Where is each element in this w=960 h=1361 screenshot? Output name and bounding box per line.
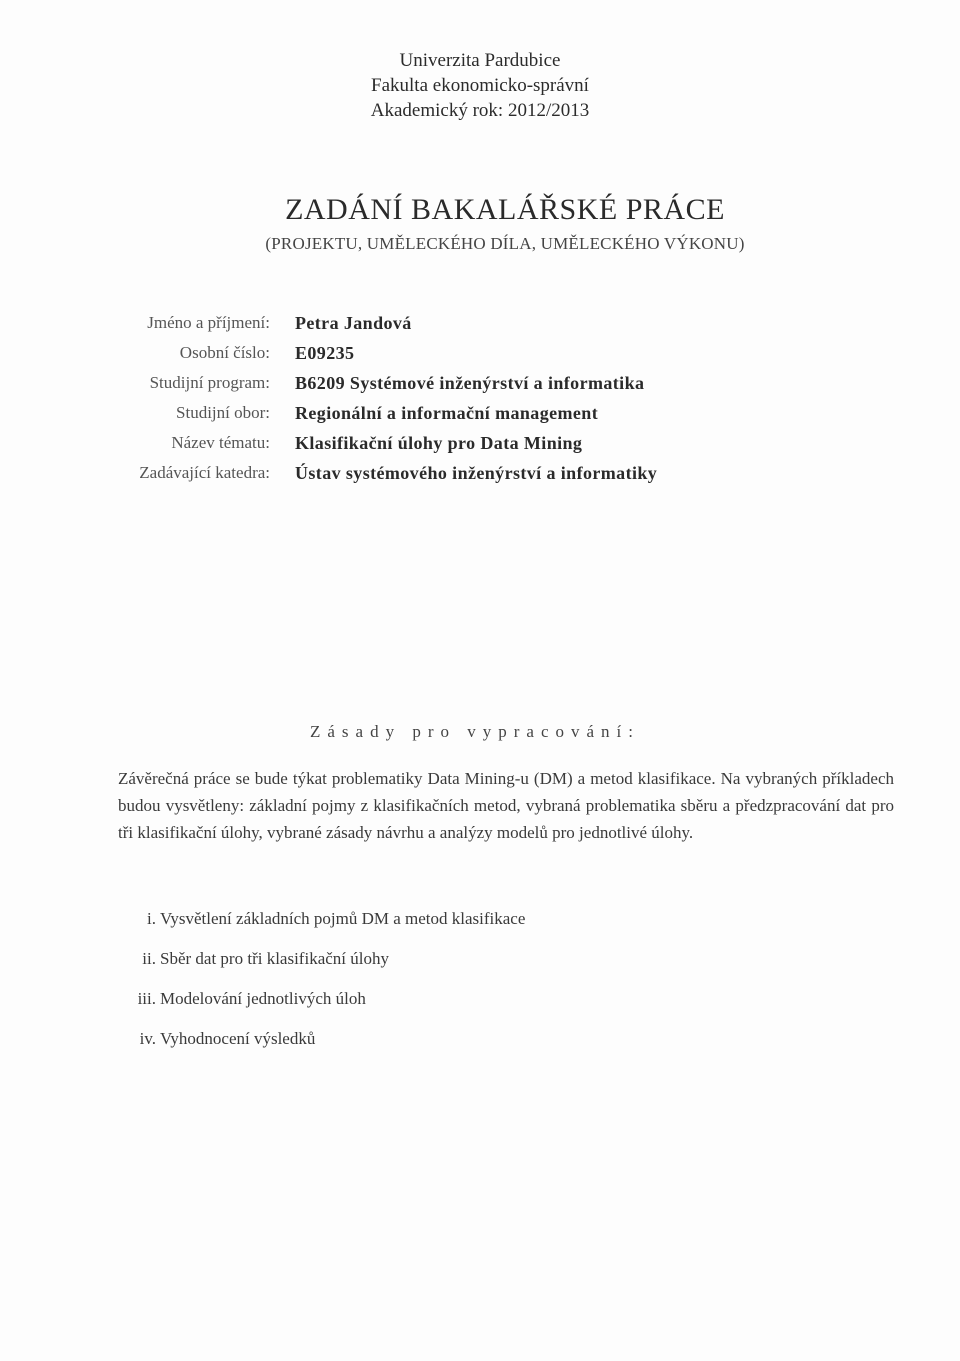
field-label: Jméno a příjmení:: [147, 313, 270, 332]
list-item: [118, 945, 818, 985]
field-label: Osobní číslo:: [179, 343, 270, 362]
list-item-text: Sběr dat pro tři klasifikační úlohy: [160, 949, 389, 968]
field-value: Ústav systémového inženýrství a informatiky: [295, 463, 658, 483]
list-item: [118, 1025, 818, 1065]
field-row-department: [0, 461, 960, 491]
academic-year-label: Akademický rok:: [370, 100, 504, 121]
principles-paragraph: Závěrečná práce se bude týkat problematiky Data Mining-u (DM) a metod klasifikace. Na vybraných příkladech budou vysvětleny: základní pojmy z klasifikačních metod, vybraná problematika sběru a předzpracování dat pro tři klasifikační úlohy, vybrané zásady návrhu a analýzy modelů pro jednotlivé úlohy.: [118, 769, 894, 842]
list-item: [118, 905, 818, 945]
topic-list: [118, 905, 818, 1065]
field-value: Petra Jandová: [295, 313, 412, 333]
field-label: Zadávající katedra:: [139, 463, 270, 482]
field-value: Klasifikační úlohy pro Data Mining: [295, 433, 583, 453]
field-row-study-program: [0, 371, 960, 401]
university-name: Univerzita Pardubice: [399, 50, 561, 71]
field-value: E09235: [295, 343, 355, 363]
list-item-number: ii.: [142, 949, 156, 968]
list-item-number: i.: [147, 909, 156, 928]
field-label: Název tématu:: [171, 433, 270, 452]
document-title: ZADÁNÍ BAKALÁŘSKÉ PRÁCE: [285, 193, 725, 226]
field-row-name: [0, 311, 960, 341]
list-item: [118, 985, 818, 1025]
field-row-personal-number: [0, 341, 960, 371]
academic-year-value: 2012/2013: [507, 100, 590, 121]
field-row-topic-title: [0, 431, 960, 461]
field-value: Regionální a informační management: [295, 403, 599, 423]
title-block: [0, 192, 960, 254]
faculty-name: Fakulta ekonomicko-správní: [371, 75, 589, 96]
document-subtitle: (PROJEKTU, UMĚLECKÉHO DÍLA, UMĚLECKÉHO VÝKONU): [265, 234, 745, 253]
field-label: Studijní program:: [149, 373, 270, 392]
list-item-text: Vyhodnocení výsledků: [160, 1029, 316, 1048]
academic-year: [0, 98, 960, 123]
list-item-number: iv.: [139, 1029, 156, 1048]
field-label: Studijní obor:: [176, 403, 270, 422]
student-info-fields: [0, 311, 960, 491]
list-item-number: iii.: [137, 989, 156, 1008]
document-header: [0, 48, 960, 123]
principles-heading: Zásady pro vypracování:: [310, 722, 640, 741]
field-row-study-field: [0, 401, 960, 431]
field-value: B6209 Systémové inženýrství a informatika: [295, 373, 645, 393]
list-item-text: Vysvětlení základních pojmů DM a metod klasifikace: [160, 909, 526, 928]
list-item-text: Modelování jednotlivých úloh: [160, 989, 366, 1008]
